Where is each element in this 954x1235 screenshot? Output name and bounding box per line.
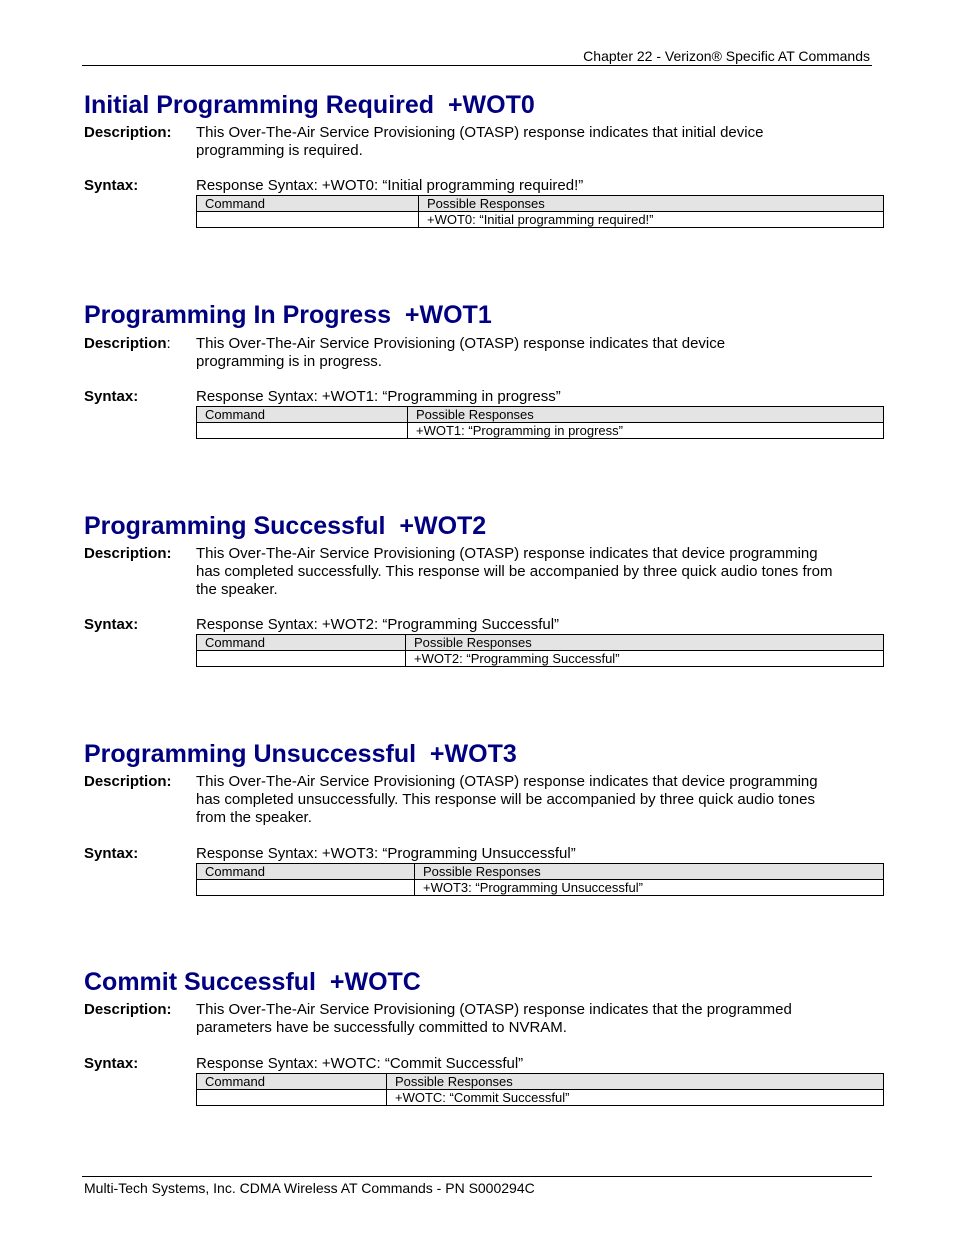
section-title: Initial Programming Required +WOT0 [84, 91, 535, 119]
responses-header: Possible Responses [408, 407, 884, 423]
response-cell: +WOT3: “Programming Unsuccessful” [415, 880, 884, 896]
command-header: Command [197, 864, 415, 880]
syntax-text: Response Syntax: +WOT3: “Programming Unsuccessful” [196, 845, 576, 862]
syntax-label: Syntax: [84, 388, 139, 405]
command-table [196, 863, 884, 896]
section-wot3 [84, 740, 884, 896]
command-cell [197, 880, 415, 896]
table-row [197, 880, 884, 896]
description-label: Description: [84, 773, 172, 790]
syntax-text: Response Syntax: +WOT0: “Initial programming required!” [196, 177, 584, 194]
syntax-label: Syntax: [84, 1055, 139, 1072]
description-row [84, 124, 884, 160]
description-text: This Over-The-Air Service Provisioning (OTASP) response indicates that initial device programming is required. [196, 124, 764, 159]
responses-header: Possible Responses [406, 635, 884, 651]
description-row [84, 335, 884, 371]
command-cell [197, 212, 419, 228]
command-cell [197, 423, 408, 439]
syntax-row [84, 616, 884, 634]
section-wot2 [84, 512, 884, 667]
section-wotc [84, 968, 884, 1106]
syntax-row [84, 388, 884, 406]
description-text: This Over-The-Air Service Provisioning (OTASP) response indicates that device programming is in progress. [196, 335, 726, 370]
description-text: This Over-The-Air Service Provisioning (OTASP) response indicates that the programmed parameters have be successfully committed to NVRAM. [196, 1001, 792, 1036]
section-wot1 [84, 301, 884, 439]
command-table [196, 634, 884, 667]
response-cell: +WOT0: “Initial programming required!” [419, 212, 884, 228]
section-wot0 [84, 91, 884, 228]
syntax-label: Syntax: [84, 845, 139, 862]
description-label: Description: [84, 545, 172, 562]
command-header: Command [197, 196, 419, 212]
description-label: Description: [84, 1001, 172, 1018]
response-cell: +WOT1: “Programming in progress” [408, 423, 884, 439]
command-cell [197, 651, 406, 667]
section-title: Programming In Progress +WOT1 [84, 301, 492, 329]
syntax-label: Syntax: [84, 177, 139, 194]
table-row [197, 1090, 884, 1106]
command-table [196, 406, 884, 439]
syntax-text: Response Syntax: +WOT2: “Programming Successful” [196, 616, 560, 633]
command-table [196, 1073, 884, 1106]
description-label: Description: [84, 335, 171, 352]
responses-header: Possible Responses [387, 1074, 884, 1090]
section-title: Programming Successful +WOT2 [84, 512, 487, 540]
response-cell: +WOT2: “Programming Successful” [406, 651, 884, 667]
description-label: Description: [84, 124, 172, 141]
description-row [84, 773, 884, 827]
command-table [196, 195, 884, 228]
syntax-row [84, 845, 884, 863]
syntax-row [84, 1055, 884, 1073]
description-row [84, 545, 884, 599]
page-footer: Multi-Tech Systems, Inc. CDMA Wireless AT Commands - PN S000294C [84, 1180, 535, 1196]
command-header: Command [197, 635, 406, 651]
description-text: This Over-The-Air Service Provisioning (OTASP) response indicates that device programming has completed successfully. This response will be accompanied by three quick audio tones from the speaker. [196, 545, 833, 598]
footer-divider [82, 1176, 872, 1177]
table-row [197, 651, 884, 667]
table-header-row [197, 635, 884, 651]
section-title: Commit Successful +WOTC [84, 968, 421, 996]
syntax-text: Response Syntax: +WOTC: “Commit Successful” [196, 1055, 524, 1072]
table-header-row [197, 407, 884, 423]
table-header-row [197, 196, 884, 212]
responses-header: Possible Responses [415, 864, 884, 880]
table-row [197, 212, 884, 228]
syntax-text: Response Syntax: +WOT1: “Programming in progress” [196, 388, 561, 405]
table-header-row [197, 864, 884, 880]
description-text: This Over-The-Air Service Provisioning (OTASP) response indicates that device programming has completed unsuccessfully. This response will be accompanied by three quick audio tones from the speaker. [196, 773, 818, 826]
command-header: Command [197, 407, 408, 423]
command-header: Command [197, 1074, 387, 1090]
table-row [197, 423, 884, 439]
header-divider [82, 65, 872, 66]
syntax-label: Syntax: [84, 616, 139, 633]
page-header: Chapter 22 - Verizon® Specific AT Commands [583, 48, 870, 64]
table-header-row [197, 1074, 884, 1090]
syntax-row [84, 177, 884, 195]
response-cell: +WOTC: “Commit Successful” [387, 1090, 884, 1106]
command-cell [197, 1090, 387, 1106]
description-row [84, 1001, 884, 1037]
responses-header: Possible Responses [419, 196, 884, 212]
section-title: Programming Unsuccessful +WOT3 [84, 740, 517, 768]
